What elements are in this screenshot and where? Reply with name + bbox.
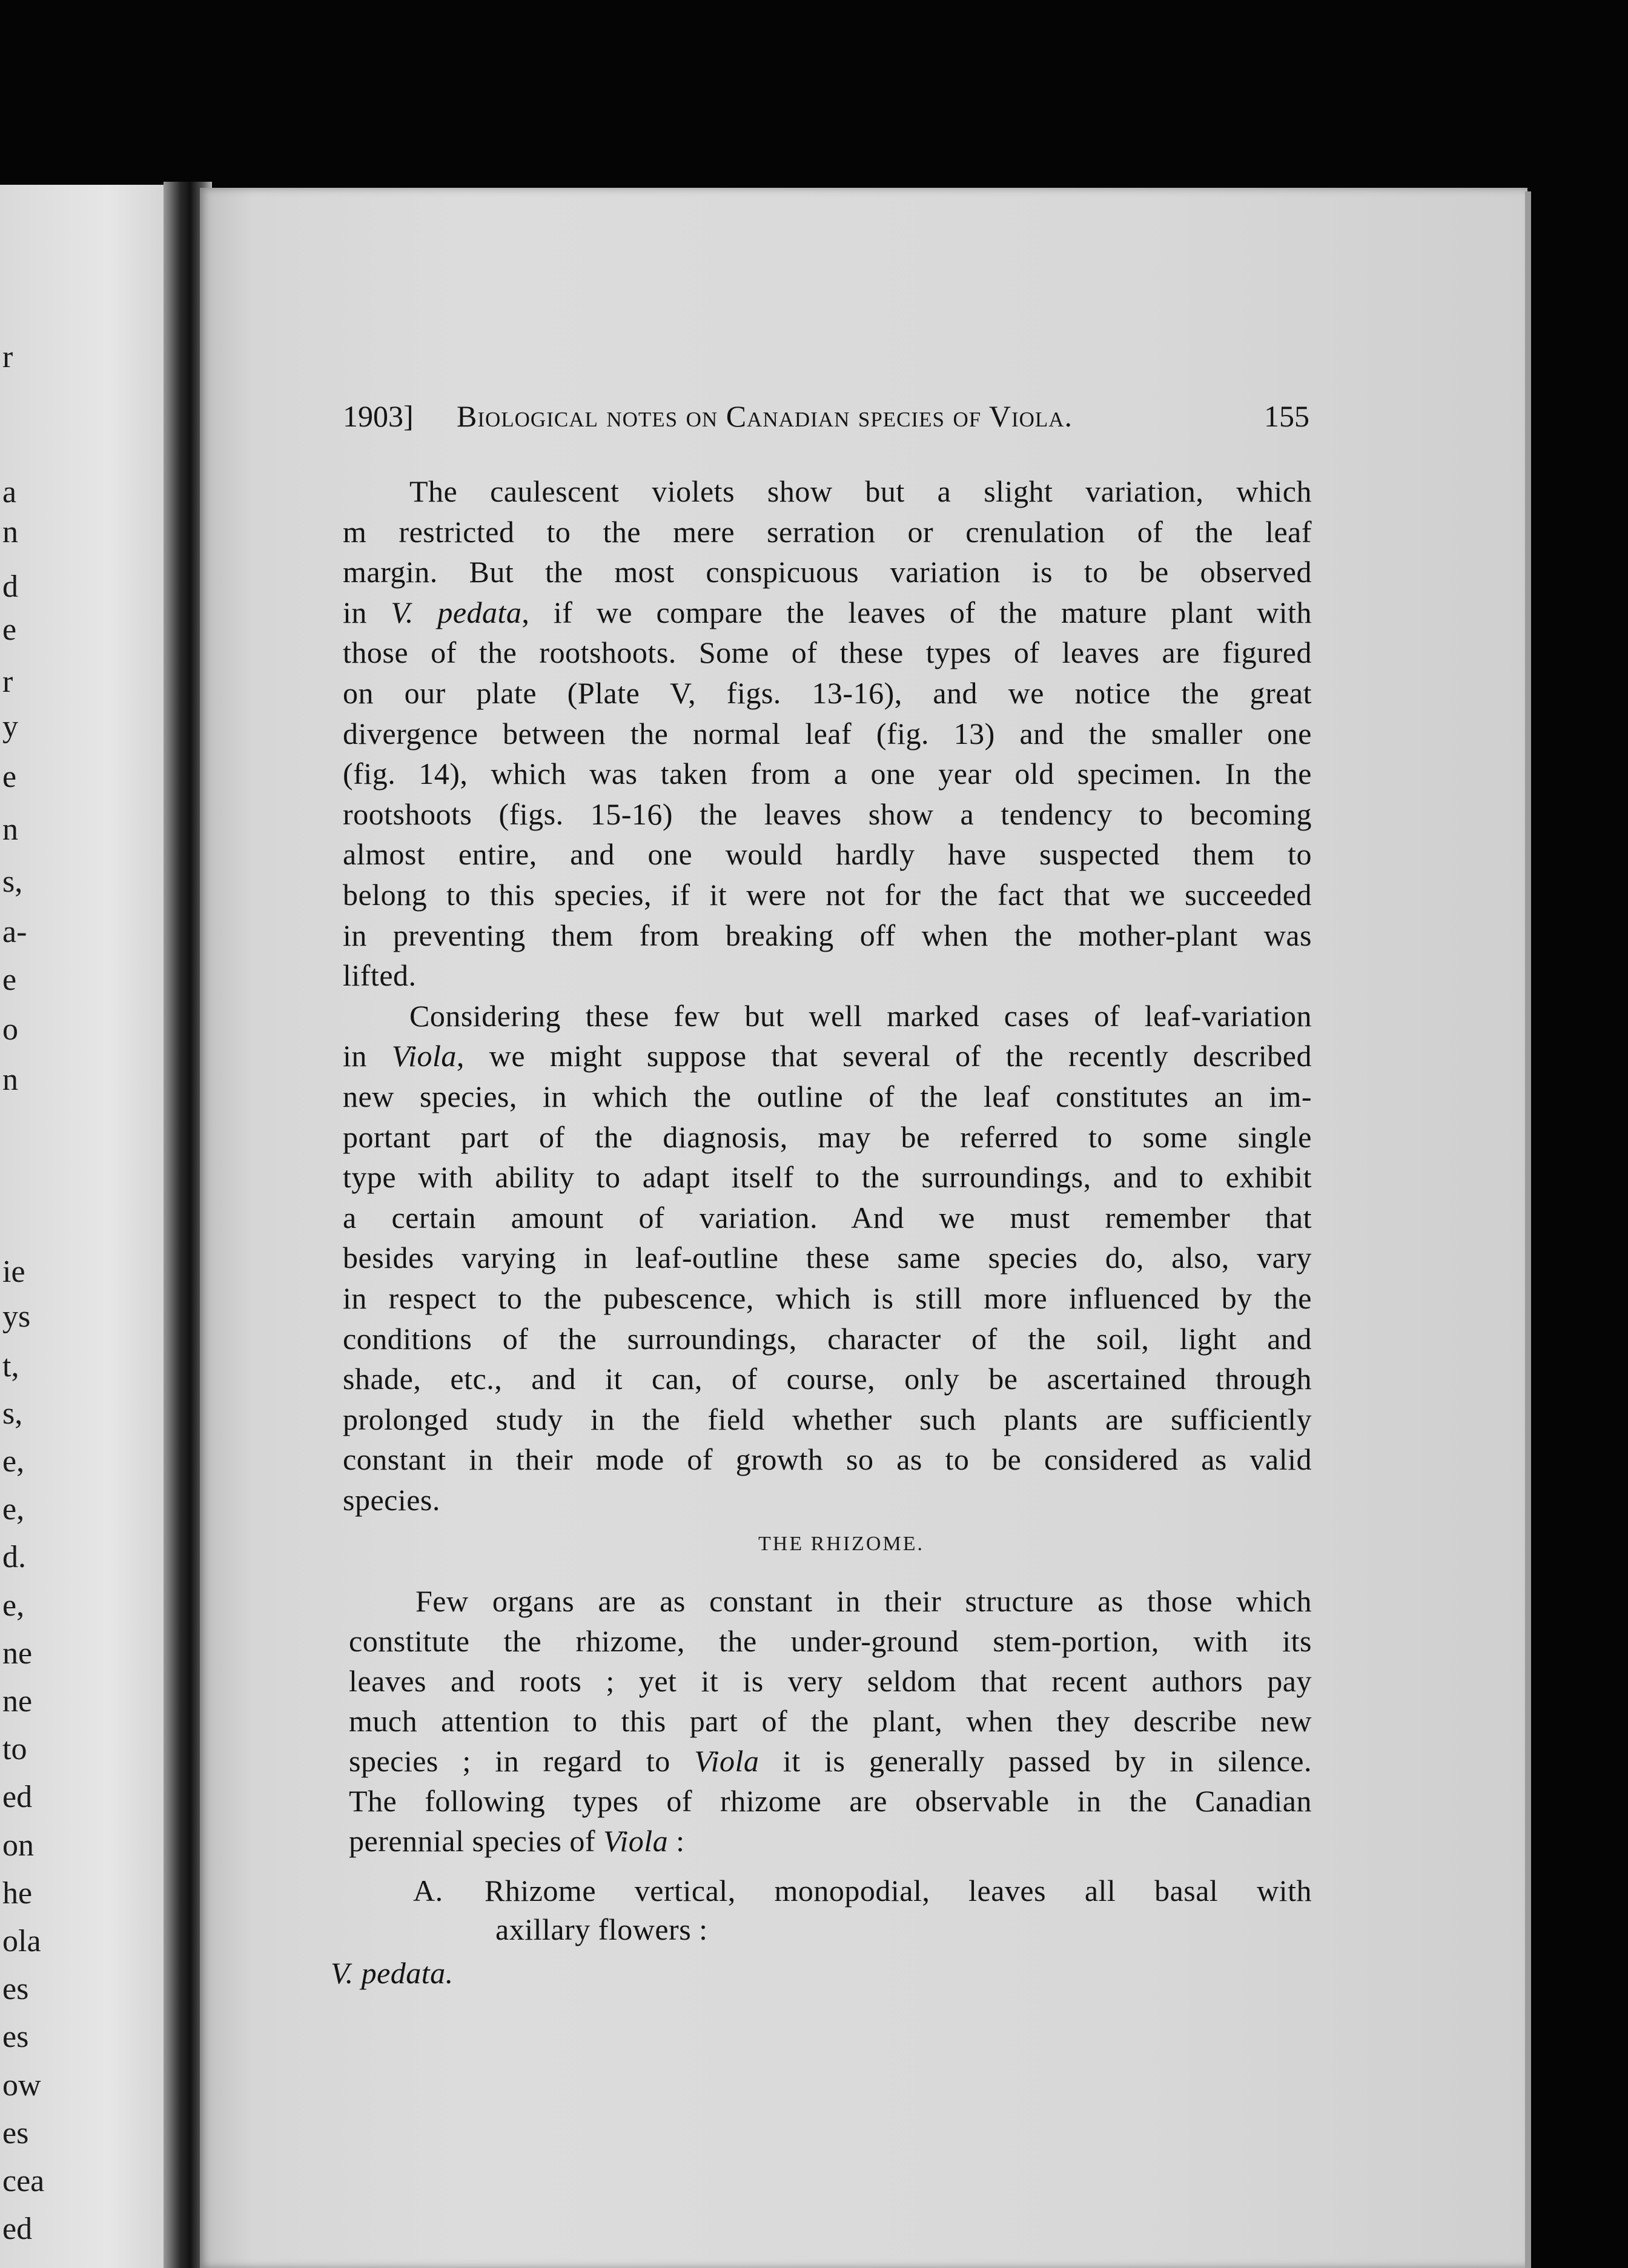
page-edge	[1525, 191, 1531, 2268]
header-title: Biological notes on Canadian species of Viola.	[457, 399, 1073, 433]
adjacent-page-text-fragment: e	[2, 962, 17, 997]
body-line: Few organs are as constant in their structure as those which	[415, 1584, 1312, 1618]
body-line: margin. But the most conspicuous variation is to be observed	[343, 555, 1312, 589]
body-line: besides varying in leaf-outline these same species do, also, vary	[343, 1241, 1312, 1275]
body-line: on our plate (Plate V, figs. 13-16), and we notice the great	[343, 676, 1312, 710]
adjacent-page-text-fragment: ys	[2, 1299, 31, 1334]
adjacent-page-text-fragment: e,	[2, 1444, 25, 1479]
body-line: constitute the rhizome, the under-ground stem-portion, with its	[349, 1624, 1312, 1658]
adjacent-page-text-fragment: on	[2, 1828, 34, 1863]
body-line: conditions of the surroundings, character of the soil, light and	[343, 1321, 1312, 1356]
adjacent-page-text-fragment: he	[2, 1875, 33, 1911]
body-line: a certain amount of variation. And we must remember that	[343, 1200, 1312, 1235]
adjacent-page-text-fragment: r	[2, 665, 13, 699]
list-item-text: axillary flowers :	[495, 1912, 708, 1946]
body-line: those of the rootshoots. Some of these types of leaves are figured	[343, 635, 1312, 670]
adjacent-page-text-fragment: s,	[2, 1396, 23, 1431]
section-heading: THE RHIZOME.	[758, 1533, 924, 1555]
body-line: in respect to the pubescence, which is still more influenced by the	[343, 1281, 1312, 1315]
adjacent-page-text-fragment: cea	[2, 2164, 45, 2198]
adjacent-page-text-fragment: ola	[2, 1924, 41, 1958]
body-line: new species, in which the outline of the leaf constitutes an im-	[343, 1079, 1312, 1113]
body-line: belong to this species, if it were not for the fact that we succeeded	[343, 878, 1312, 912]
body-line: portant part of the diagnosis, may be referred to some single	[343, 1119, 1312, 1154]
adjacent-page-text-fragment: n	[2, 514, 18, 549]
body-line: almost entire, and one would hardly have suspected them to	[343, 837, 1312, 872]
adjacent-page-text-fragment: es	[2, 2020, 29, 2055]
page-number: 155	[1264, 399, 1309, 433]
adjacent-page-text-fragment: ed	[2, 2212, 33, 2247]
body-line: The caulescent violets show but a slight variation, which	[409, 474, 1312, 508]
species-name: V. pedata.	[331, 1956, 454, 1990]
body-line: divergence between the normal leaf (fig. 13) and the smaller one	[343, 716, 1312, 751]
adjacent-page-text-fragment: s,	[2, 864, 23, 899]
adjacent-page-text-fragment: ne	[2, 1684, 33, 1719]
body-line: type with ability to adapt itself to the surroundings, and to exhibit	[343, 1160, 1312, 1195]
adjacent-page-text-fragment: ed	[2, 1780, 33, 1815]
body-line: in preventing them from breaking off when the mother-plant was	[343, 918, 1312, 952]
adjacent-page-text-fragment: e,	[2, 1588, 25, 1623]
adjacent-page-text-fragment: ne	[2, 1636, 33, 1671]
header-year: 1903]	[343, 399, 414, 433]
body-line: leaves and roots ; yet it is very seldom that recent authors pay	[349, 1664, 1312, 1698]
adjacent-page-strip	[0, 185, 182, 2268]
adjacent-page-text-fragment: e	[2, 759, 17, 794]
body-line: in Viola, we might suppose that several of the recently described	[343, 1039, 1312, 1073]
adjacent-page-text-fragment: n	[2, 812, 18, 847]
body-line: species ; in regard to Viola it is generally passed by in silence.	[349, 1744, 1312, 1778]
body-line: in V. pedata, if we compare the leaves of the mature plant with	[343, 595, 1312, 629]
running-head	[343, 399, 1309, 435]
body-line: species.	[343, 1483, 440, 1517]
adjacent-page-text-fragment: t,	[2, 1349, 19, 1384]
adjacent-page-text-fragment: to	[2, 1732, 27, 1767]
body-line: constant in their mode of growth so as to be considered as valid	[343, 1442, 1312, 1477]
adjacent-page-text-fragment: o	[2, 1012, 18, 1047]
list-item-text: Rhizome vertical, monopodial, leaves all basal with	[485, 1874, 1312, 1908]
adjacent-page-text-fragment: a-	[2, 914, 27, 949]
body-line: prolonged study in the field whether such plants are sufficiently	[343, 1402, 1312, 1436]
adjacent-page-text-fragment: e	[2, 612, 17, 648]
adjacent-page-text-fragment: es	[2, 1972, 29, 2007]
adjacent-page-text-fragment: d	[2, 569, 18, 605]
body-line: The following types of rhizome are observable in the Canadian	[349, 1784, 1312, 1818]
body-line: rootshoots (figs. 15-16) the leaves show a tendency to becoming	[343, 797, 1312, 831]
body-line: shade, etc., and it can, of course, only be ascertained through	[343, 1362, 1312, 1396]
adjacent-page-text-fragment: d.	[2, 1540, 26, 1575]
body-line: much attention to this part of the plant, when they describe new	[349, 1704, 1312, 1738]
adjacent-page-text-fragment: y	[2, 709, 18, 744]
adjacent-page-text-fragment: n	[2, 1062, 18, 1097]
body-line: Considering these few but well marked cases of leaf-variation	[409, 998, 1312, 1033]
adjacent-page-text-fragment: a	[2, 474, 17, 509]
adjacent-page-text-fragment: ow	[2, 2067, 41, 2103]
body-line: lifted.	[343, 958, 417, 993]
body-line: m restricted to the mere serration or crenulation of the leaf	[343, 514, 1312, 549]
body-line: perennial species of Viola :	[349, 1824, 685, 1858]
adjacent-page-text-fragment: r	[2, 339, 13, 374]
body-line: (fig. 14), which was taken from a one year old specimen. In the	[343, 757, 1312, 791]
adjacent-page-text-fragment: e,	[2, 1492, 25, 1527]
adjacent-page-text-fragment: es	[2, 2115, 29, 2150]
list-item-label: A.	[413, 1874, 443, 1908]
adjacent-page-text-fragment: ie	[2, 1254, 25, 1289]
